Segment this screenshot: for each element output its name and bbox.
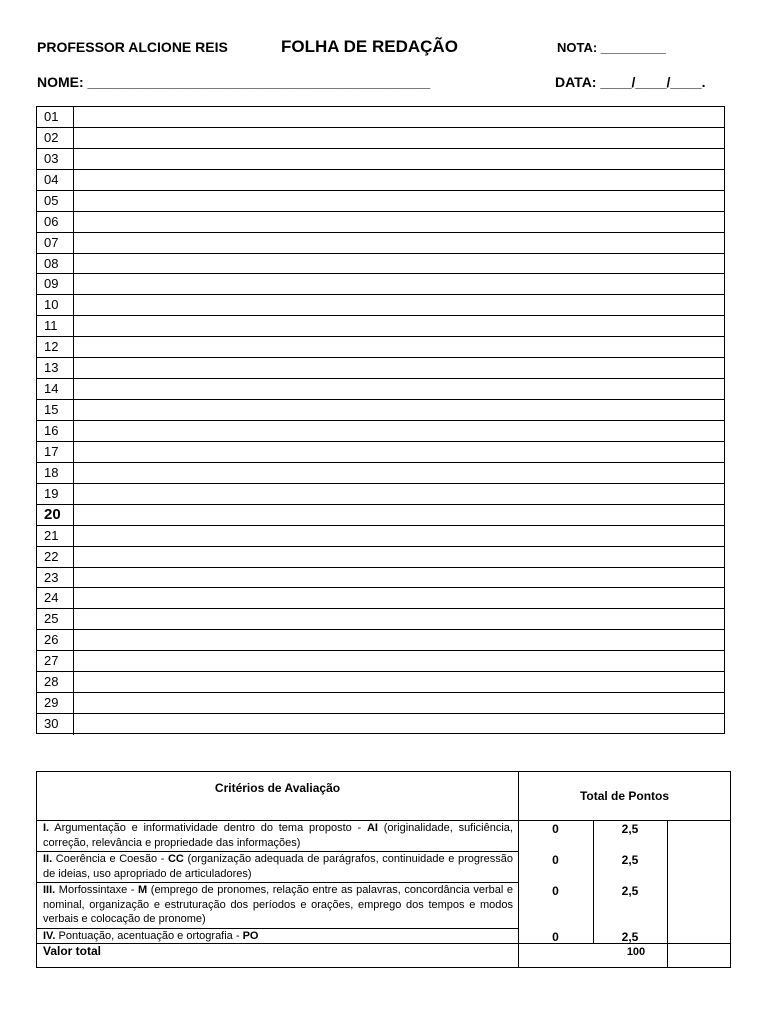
criterion-text xyxy=(43,852,513,882)
criterion-text xyxy=(43,929,513,943)
writing-line[interactable] xyxy=(37,526,724,547)
line-number: 12 xyxy=(37,337,74,357)
line-writing-space[interactable] xyxy=(74,400,724,420)
line-number: 24 xyxy=(37,588,74,608)
line-number: 05 xyxy=(37,191,74,211)
writing-line[interactable] xyxy=(37,254,724,275)
writing-line[interactable] xyxy=(37,274,724,295)
line-writing-space[interactable] xyxy=(74,463,724,483)
line-writing-space[interactable] xyxy=(74,212,724,232)
line-writing-space[interactable] xyxy=(74,149,724,169)
criterion-description: (emprego de pronomes, relação entre as palavras, concordância verbal e nominal, organização e estruturação dos períodos e orações, emprego dos tempos e modos verbais e colocação de pronome) xyxy=(43,884,513,925)
criterion-max-score: 2,5 xyxy=(621,884,639,898)
writing-line[interactable] xyxy=(37,337,724,358)
line-writing-space[interactable] xyxy=(74,693,724,713)
criterion-code: AI xyxy=(366,822,378,834)
line-writing-space[interactable] xyxy=(74,170,724,190)
line-writing-space[interactable] xyxy=(74,609,724,629)
writing-line[interactable] xyxy=(37,630,724,651)
writing-line[interactable] xyxy=(37,651,724,672)
line-number: 17 xyxy=(37,442,74,462)
line-writing-space[interactable] xyxy=(74,630,724,650)
criterion-score-field[interactable] xyxy=(668,929,730,943)
line-writing-space[interactable] xyxy=(74,191,724,211)
writing-line[interactable] xyxy=(37,421,724,442)
line-number: 14 xyxy=(37,379,74,399)
criterion-score-field[interactable] xyxy=(668,883,730,928)
writing-line[interactable] xyxy=(37,358,724,379)
line-writing-space[interactable] xyxy=(74,484,724,504)
writing-line[interactable] xyxy=(37,295,724,316)
line-writing-space[interactable] xyxy=(74,714,724,735)
line-number: 02 xyxy=(37,128,74,148)
criterion-min-score: 0 xyxy=(552,884,559,898)
line-number: 08 xyxy=(37,254,74,274)
criterion-numeral: II. xyxy=(43,853,53,865)
line-number: 15 xyxy=(37,400,74,420)
writing-line[interactable] xyxy=(37,170,724,191)
writing-line[interactable] xyxy=(37,588,724,609)
criterion-description: (organização adequada de parágrafos, continuidade e progressão de ideias, uso apropriado de articuladores) xyxy=(43,853,513,880)
line-number: 21 xyxy=(37,526,74,546)
writing-line[interactable] xyxy=(37,714,724,735)
line-writing-space[interactable] xyxy=(74,128,724,148)
criterion-numeral: IV. xyxy=(43,930,56,942)
criterion-score-field[interactable] xyxy=(668,821,730,851)
line-number: 27 xyxy=(37,651,74,671)
writing-line[interactable] xyxy=(37,672,724,693)
line-number: 22 xyxy=(37,547,74,567)
criterion-text xyxy=(43,883,513,928)
line-number: 09 xyxy=(37,274,74,294)
criterion-max-score: 2,5 xyxy=(621,822,639,836)
line-number: 04 xyxy=(37,170,74,190)
name-field[interactable]: NOME: ____________________________________________ xyxy=(37,74,431,90)
writing-line[interactable] xyxy=(37,505,724,526)
line-writing-space[interactable] xyxy=(74,672,724,692)
line-number: 03 xyxy=(37,149,74,169)
line-writing-space[interactable] xyxy=(74,651,724,671)
criterion-max-score: 2,5 xyxy=(621,853,639,867)
line-number: 13 xyxy=(37,358,74,378)
writing-line[interactable] xyxy=(37,547,724,568)
line-number: 01 xyxy=(37,107,74,127)
criterion-min-score: 0 xyxy=(552,853,559,867)
line-number: 16 xyxy=(37,421,74,441)
date-field[interactable]: DATA: ____/____/____. xyxy=(555,74,706,90)
criterion-score-field[interactable] xyxy=(668,852,730,882)
grade-field[interactable]: NOTA: _________ xyxy=(557,40,666,55)
criterion-numeral: I. xyxy=(43,822,50,834)
line-number: 11 xyxy=(37,316,74,336)
line-writing-space[interactable] xyxy=(74,379,724,399)
criterion-min-score: 0 xyxy=(552,930,559,944)
line-writing-space[interactable] xyxy=(74,568,724,588)
line-writing-space[interactable] xyxy=(74,505,724,525)
line-writing-space[interactable] xyxy=(74,526,724,546)
writing-line[interactable] xyxy=(37,233,724,254)
line-writing-space[interactable] xyxy=(74,254,724,274)
writing-line[interactable] xyxy=(37,609,724,630)
writing-line[interactable] xyxy=(37,212,724,233)
line-writing-space[interactable] xyxy=(74,274,724,294)
line-number: 23 xyxy=(37,568,74,588)
criterion-title: Morfossintaxe - xyxy=(55,884,139,896)
criteria-header: Critérios de Avaliação xyxy=(214,781,341,795)
evaluation-criteria-table xyxy=(36,771,731,968)
page-title: FOLHA DE REDAÇÃO xyxy=(281,37,458,56)
line-number: 30 xyxy=(37,714,74,735)
criterion-title: Coerência e Coesão - xyxy=(52,853,168,865)
line-number: 29 xyxy=(37,693,74,713)
writing-line[interactable] xyxy=(37,568,724,589)
points-header: Total de Pontos xyxy=(579,789,670,803)
writing-line[interactable] xyxy=(37,400,724,421)
writing-line[interactable] xyxy=(37,693,724,714)
writing-line[interactable] xyxy=(37,128,724,149)
line-writing-space[interactable] xyxy=(74,588,724,608)
criterion-title: Pontuação, acentuação e ortografia - xyxy=(55,930,243,942)
line-number: 28 xyxy=(37,672,74,692)
writing-line[interactable] xyxy=(37,442,724,463)
line-writing-space[interactable] xyxy=(74,337,724,357)
line-number: 26 xyxy=(37,630,74,650)
writing-line[interactable] xyxy=(37,484,724,505)
line-writing-space[interactable] xyxy=(74,107,724,127)
line-number: 06 xyxy=(37,212,74,232)
criterion-text xyxy=(43,821,513,851)
line-writing-space[interactable] xyxy=(74,316,724,336)
line-number: 10 xyxy=(37,295,74,315)
line-number: 18 xyxy=(37,463,74,483)
criterion-max-score: 2,5 xyxy=(621,930,639,944)
teacher-name: PROFESSOR ALCIONE REIS xyxy=(37,39,228,55)
criterion-title: Argumentação e informatividade dentro do tema proposto - xyxy=(49,822,367,834)
writing-lines-table xyxy=(36,106,725,734)
writing-line[interactable] xyxy=(37,191,724,212)
line-writing-space[interactable] xyxy=(74,442,724,462)
writing-line[interactable] xyxy=(37,316,724,337)
line-writing-space[interactable] xyxy=(74,233,724,253)
line-writing-space[interactable] xyxy=(74,421,724,441)
line-number: 07 xyxy=(37,233,74,253)
total-label: Valor total xyxy=(43,944,102,958)
criterion-code: CC xyxy=(167,853,184,865)
line-writing-space[interactable] xyxy=(74,295,724,315)
criterion-numeral: III. xyxy=(43,884,56,896)
line-number: 19 xyxy=(37,484,74,504)
criterion-code: PO xyxy=(242,930,259,942)
total-value: 100 xyxy=(626,946,646,958)
line-number: 20 xyxy=(37,505,74,525)
writing-line[interactable] xyxy=(37,149,724,170)
line-writing-space[interactable] xyxy=(74,547,724,567)
writing-line[interactable] xyxy=(37,463,724,484)
line-number: 25 xyxy=(37,609,74,629)
writing-line[interactable] xyxy=(37,379,724,400)
line-writing-space[interactable] xyxy=(74,358,724,378)
criterion-description: (originalidade, suficiência, correção, relevância e propriedade das informações) xyxy=(43,822,513,849)
criterion-code: M xyxy=(138,884,148,896)
criterion-min-score: 0 xyxy=(552,822,559,836)
writing-line[interactable] xyxy=(37,107,724,128)
